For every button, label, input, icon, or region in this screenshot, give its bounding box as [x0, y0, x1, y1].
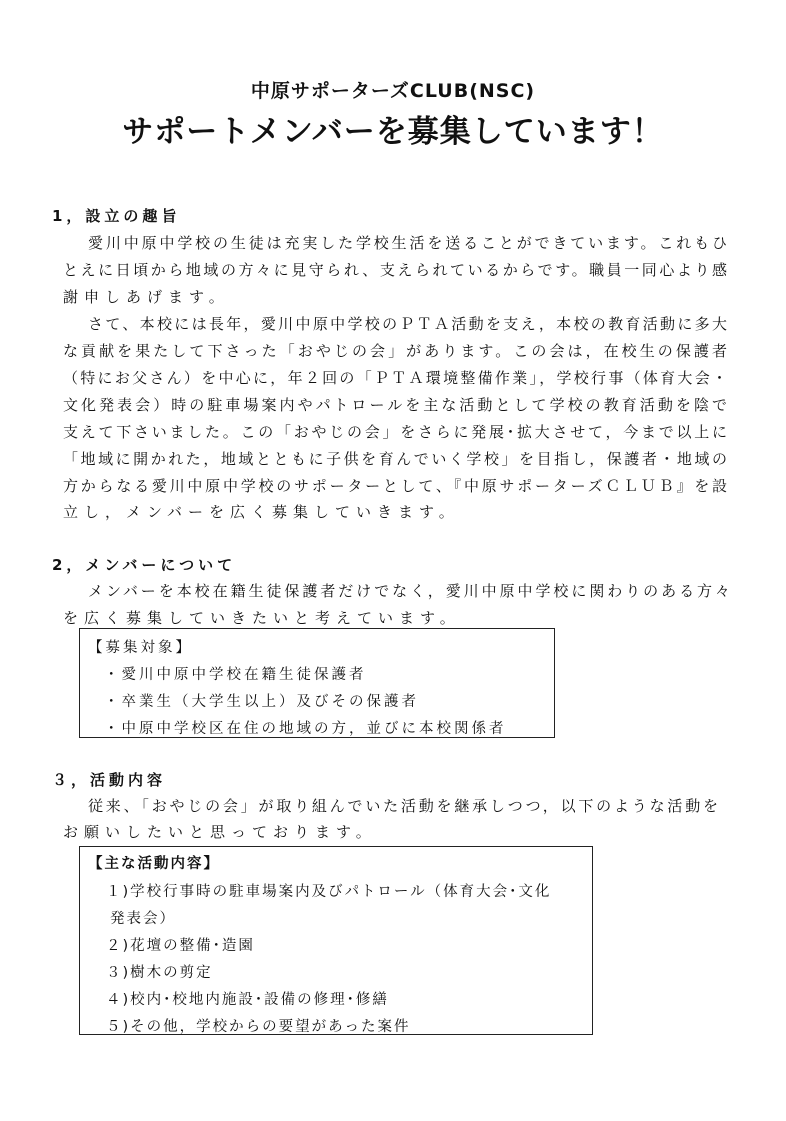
text-line: 支えて下さいました。この「おやじの会」をさらに発展･拡大させて，今まで以上に	[63, 423, 727, 441]
text-line: とえに日頃から地域の方々に見守られ、支えられているからです。職員一同心より感	[63, 261, 727, 279]
list-item: ５)その他，学校からの要望があった案件	[106, 1019, 411, 1035]
text-line: な貢献を果たして下さった「おやじの会」があります。この会は，在校生の保護者	[63, 342, 727, 360]
list-item: 発表会）	[110, 911, 176, 927]
list-item: ３)樹木の剪定	[106, 965, 213, 981]
text-line: 謝申しあげます。	[63, 288, 230, 306]
activities-box	[79, 846, 593, 1035]
list-item: ・中原中学校区在住の地域の方，並びに本校関係者	[104, 721, 507, 737]
text-line: 文化発表会）時の駐車場案内やパトロールを主な活動として学校の教育活動を陰で	[63, 396, 727, 414]
page-headline: サポートメンバーを募集しています！	[122, 114, 664, 150]
list-item: ４)校内･校地内施設･設備の修理･修繕	[106, 992, 389, 1008]
section2-heading: 2，メンバーについて	[52, 556, 237, 574]
text-line: 「地域に開かれた，地域とともに子供を育んでいく学校」を目指し，保護者・地域の	[63, 450, 727, 468]
section1-heading: 1，設立の趣旨	[52, 207, 181, 225]
text-line: （特にお父さん）を中心に，年２回の「ＰＴＡ環境整備作業」，学校行事（体育大会・	[63, 369, 727, 387]
text-line: 立し，メンバーを広く募集していきます。	[63, 503, 460, 521]
list-item: ・愛川中原中学校在籍生徒保護者	[104, 667, 367, 683]
recruitment-target-box	[79, 628, 555, 738]
club-title: 中原サポーターズCLUB(NSC)	[250, 80, 536, 102]
list-item: １)学校行事時の駐車場案内及びパトロール（体育大会･文化	[106, 884, 552, 900]
text-line: 方からなる愛川中原中学校のサポーターとして、『中原サポーターズＣＬＵＢ』を設	[63, 477, 727, 495]
section3-heading: ３，活動内容	[52, 771, 167, 789]
box-title: 【主な活動内容】	[88, 856, 220, 872]
text-line: メンバーを本校在籍生徒保護者だけでなく，愛川中原中学校に関わりのある方々	[88, 582, 730, 600]
text-line: 従来、「おやじの会」が取り組んでいた活動を継承しつつ，以下のような活動を	[88, 797, 718, 815]
box-title: 【募集対象】	[88, 640, 193, 656]
text-line: 愛川中原中学校の生徒は充実した学校生活を送ることができています。これもひ	[88, 234, 727, 252]
text-line: お願いしたいと思っております。	[63, 823, 377, 841]
list-item: ２)花壇の整備･造園	[106, 938, 255, 954]
list-item: ・卒業生（大学生以上）及びその保護者	[104, 694, 419, 710]
text-line: を広く募集していきたいと考えています。	[63, 609, 461, 627]
text-line: さて、本校には長年，愛川中原中学校のＰＴＡ活動を支え，本校の教育活動に多大	[88, 315, 727, 333]
